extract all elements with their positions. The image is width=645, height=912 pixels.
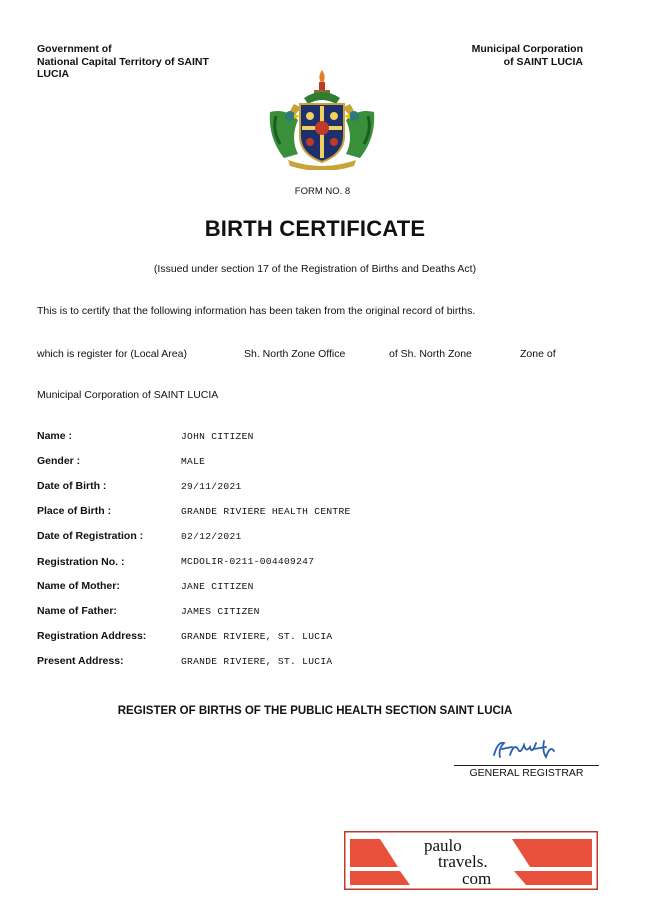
watermark-line-3: com — [462, 869, 492, 888]
signature-title: GENERAL REGISTRAR — [469, 767, 584, 779]
date-of-birth-value: 29/11/2021 — [181, 481, 242, 492]
issued-under-note: (Issued under section 17 of the Registration of Births and Deaths Act) — [153, 263, 477, 275]
present-address-label: Present Address: — [37, 655, 124, 667]
name-label: Name : — [37, 430, 73, 442]
date-of-registration-label: Date of Registration : — [37, 530, 144, 542]
place-of-birth-value: GRANDE RIVIERE HEALTH CENTRE — [181, 506, 351, 517]
gender-value: MALE — [181, 456, 206, 467]
issuer-government: Government of National Capital Territory of SAINT LUCIA — [37, 43, 209, 80]
mother-name-label: Name of Mother: — [37, 580, 120, 592]
municipal-corporation-line: Municipal Corporation of SAINT LUCIA — [37, 389, 219, 401]
registration-address-value: GRANDE RIVIERE, ST. LUCIA — [181, 631, 333, 642]
paulo-travels-watermark-logo — [344, 831, 598, 890]
date-of-birth-label: Date of Birth : — [37, 480, 107, 492]
watermark-line-2: travels. — [438, 852, 488, 871]
watermark-line-1: paulo — [424, 836, 462, 855]
father-name-value: JAMES CITIZEN — [181, 606, 260, 617]
date-of-registration-value: 02/12/2021 — [181, 531, 242, 542]
issuer-municipal-corporation: Municipal Corporation of SAINT LUCIA — [471, 43, 583, 68]
registration-number-label: Registration No. : — [37, 556, 125, 568]
coat-of-arms-icon — [264, 68, 380, 170]
local-area-label: which is register for (Local Area) — [37, 348, 187, 360]
gender-label: Gender : — [37, 455, 81, 467]
name-value: JOHN CITIZEN — [181, 431, 254, 442]
place-of-birth-label: Place of Birth : — [37, 505, 112, 517]
registrar-signature-icon — [488, 735, 563, 763]
father-name-label: Name of Father: — [37, 605, 117, 617]
form-number: FORM NO. 8 — [294, 186, 351, 197]
registration-number-value: MCDOLIR-0211-004409247 — [181, 556, 315, 567]
local-area-zone-of: Zone of — [520, 348, 556, 360]
document-title: BIRTH CERTIFICATE — [204, 216, 426, 241]
local-area-zone: of Sh. North Zone — [389, 348, 472, 360]
mother-name-value: JANE CITIZEN — [181, 581, 254, 592]
local-area-office: Sh. North Zone Office — [244, 348, 346, 360]
signature-line — [454, 765, 599, 766]
registration-address-label: Registration Address: — [37, 630, 147, 642]
present-address-value: GRANDE RIVIERE, ST. LUCIA — [181, 656, 333, 667]
certification-statement: This is to certify that the following information has been taken from the original record of births. — [37, 305, 476, 317]
register-heading: REGISTER OF BIRTHS OF THE PUBLIC HEALTH SECTION SAINT LUCIA — [117, 705, 513, 717]
